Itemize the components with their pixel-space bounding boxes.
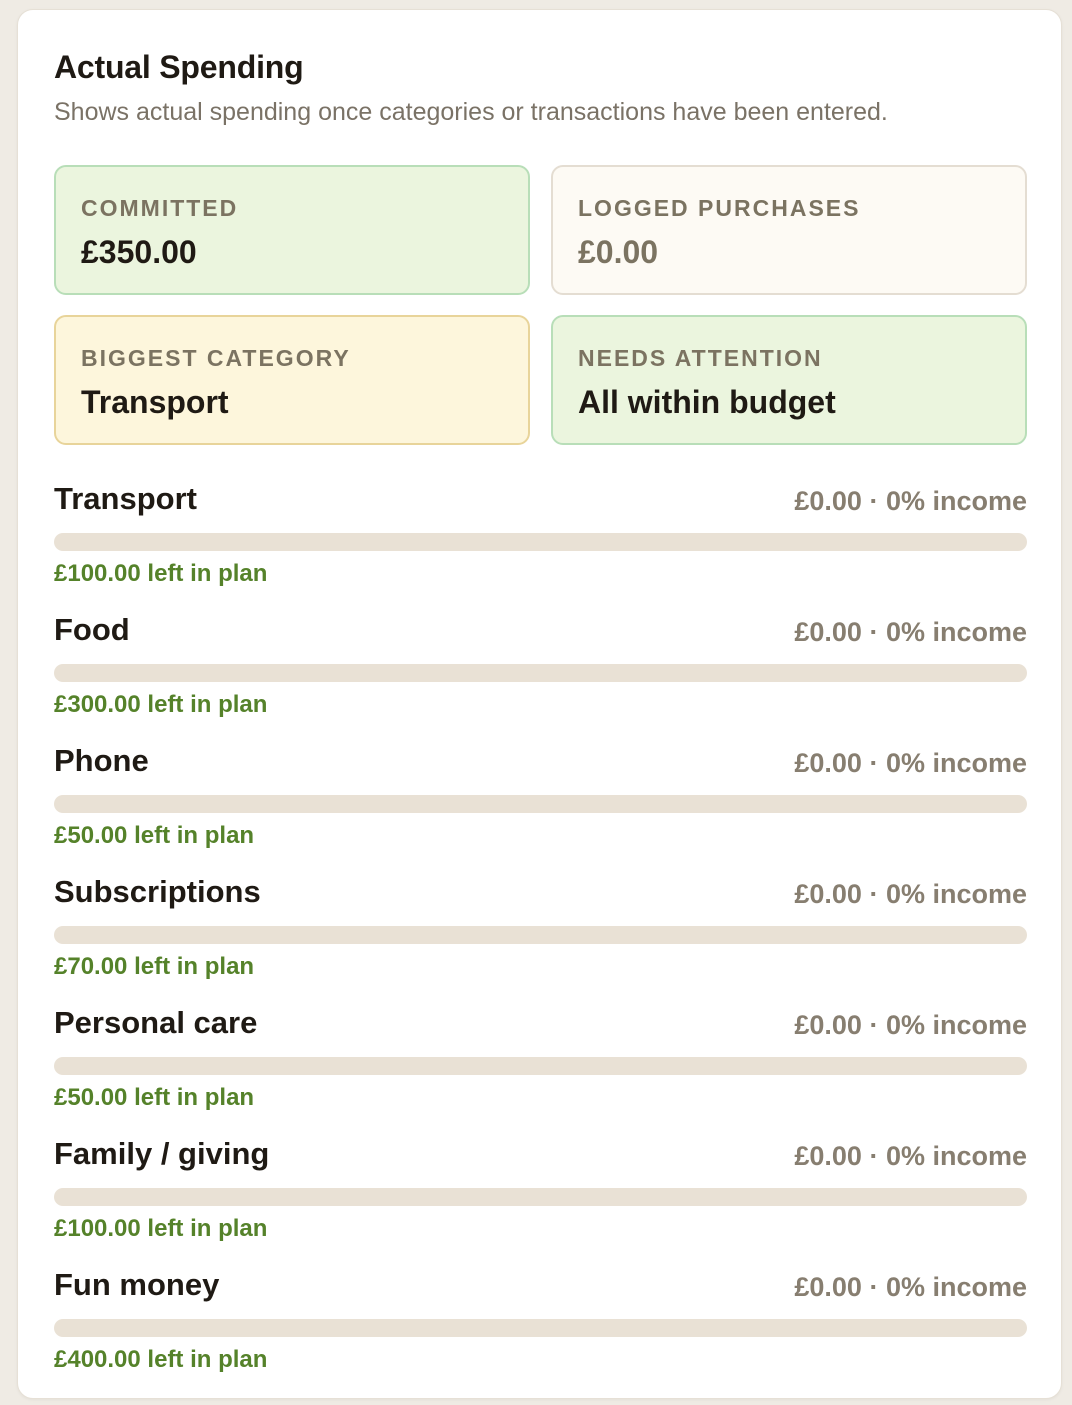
biggest-category-stat <box>54 315 530 445</box>
category-progress-bar <box>54 1188 1027 1206</box>
category-progress-bar <box>54 1319 1027 1337</box>
category-progress-bar <box>54 795 1027 813</box>
category-list <box>54 481 1027 1398</box>
logged-purchases-value: £0.00 <box>578 234 659 270</box>
category-spent: £0.00 <box>794 1010 862 1040</box>
category-income-share: 0% income <box>885 617 1027 647</box>
category-name: Phone <box>54 743 149 778</box>
summary-stats <box>54 165 1027 445</box>
committed-value: £350.00 <box>81 234 197 270</box>
category-income-share: 0% income <box>885 1272 1027 1302</box>
category-name: Personal care <box>54 1005 258 1040</box>
category-income-share: 0% income <box>885 748 1027 778</box>
actual-spending-card <box>17 9 1062 1399</box>
category-remaining: £70.00 left in plan <box>54 953 255 980</box>
category-progress-bar <box>54 926 1027 944</box>
category-name: Subscriptions <box>54 874 261 909</box>
category-row-6 <box>54 1136 1027 1267</box>
category-spent-summary: £0.00 · 0% income <box>794 1010 1027 1040</box>
category-spent-summary: £0.00 · 0% income <box>794 486 1027 516</box>
category-spent-summary: £0.00 · 0% income <box>794 1272 1027 1302</box>
category-income-share: 0% income <box>885 879 1027 909</box>
category-row-1 <box>54 481 1027 612</box>
category-name: Family / giving <box>54 1136 270 1171</box>
card-content <box>54 48 1027 1373</box>
logged-purchases-label: LOGGED PURCHASES <box>578 195 861 221</box>
logged-purchases-stat <box>551 165 1027 295</box>
category-progress-bar <box>54 1057 1027 1075</box>
category-row-3 <box>54 743 1027 874</box>
needs-attention-label: NEEDS ATTENTION <box>578 345 823 371</box>
category-income-share: 0% income <box>885 486 1027 516</box>
category-remaining: £50.00 left in plan <box>54 1084 255 1111</box>
category-spent-summary: £0.00 · 0% income <box>794 1141 1027 1171</box>
biggest-category-value: Transport <box>81 384 229 420</box>
category-row-2 <box>54 612 1027 743</box>
category-spent: £0.00 <box>794 617 862 647</box>
category-spent-summary: £0.00 · 0% income <box>794 748 1027 778</box>
category-spent: £0.00 <box>794 1272 862 1302</box>
category-spent: £0.00 <box>794 879 862 909</box>
needs-attention-value: All within budget <box>578 384 836 420</box>
card-title: Actual Spending <box>54 49 304 85</box>
category-row-5 <box>54 1005 1027 1136</box>
committed-label: COMMITTED <box>81 195 239 221</box>
category-remaining: £100.00 left in plan <box>54 1215 268 1242</box>
category-name: Fun money <box>54 1267 220 1302</box>
biggest-category-label: BIGGEST CATEGORY <box>81 345 351 371</box>
category-row-4 <box>54 874 1027 1005</box>
category-progress-bar <box>54 664 1027 682</box>
category-remaining: £100.00 left in plan <box>54 560 268 587</box>
category-spent-summary: £0.00 · 0% income <box>794 879 1027 909</box>
category-spent: £0.00 <box>794 1141 862 1171</box>
category-spent: £0.00 <box>794 748 862 778</box>
category-name: Food <box>54 612 130 647</box>
category-income-share: 0% income <box>885 1141 1027 1171</box>
category-row-7 <box>54 1267 1027 1398</box>
category-spent-summary: £0.00 · 0% income <box>794 617 1027 647</box>
category-income-share: 0% income <box>885 1010 1027 1040</box>
category-spent: £0.00 <box>794 486 862 516</box>
committed-stat <box>54 165 530 295</box>
category-remaining: £400.00 left in plan <box>54 1346 268 1373</box>
category-remaining: £50.00 left in plan <box>54 822 255 849</box>
category-name: Transport <box>54 481 197 516</box>
category-progress-bar <box>54 533 1027 551</box>
needs-attention-stat <box>551 315 1027 445</box>
card-subtitle: Shows actual spending once categories or transactions have been entered. <box>54 98 888 126</box>
category-remaining: £300.00 left in plan <box>54 691 268 718</box>
